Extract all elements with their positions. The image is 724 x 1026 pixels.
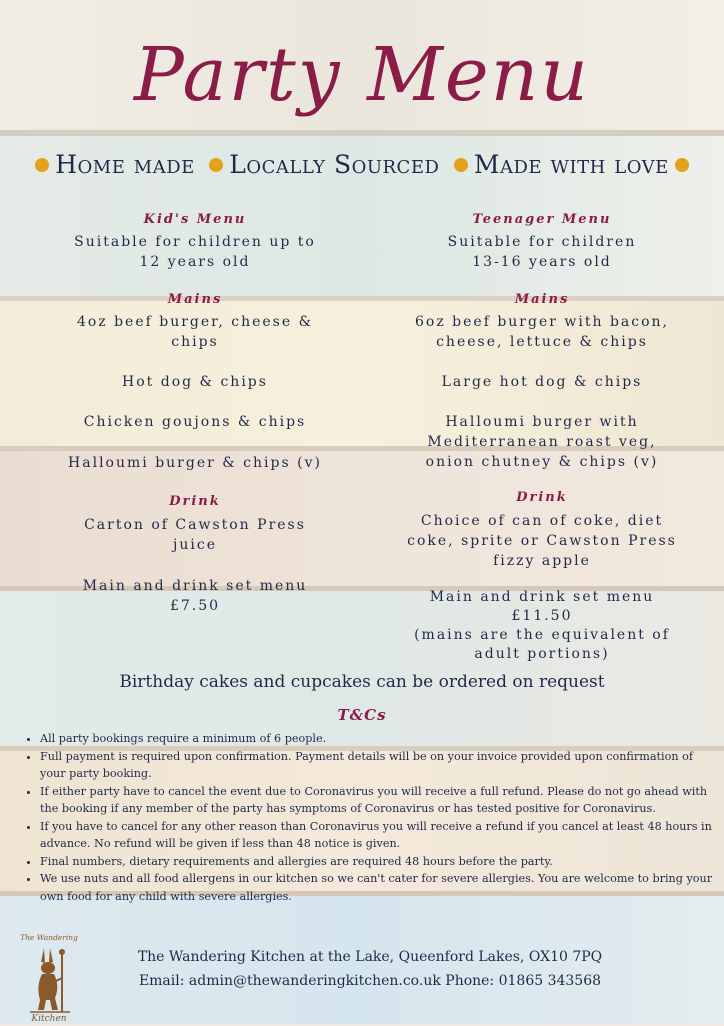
list-item: • We use nuts and all food allergens in our kitchen so we can't cater for severe allergies. You are welcome to bring your own food for any child with severe allergies. [40, 870, 720, 905]
teen-menu-heading: Teenager Menu [472, 212, 612, 227]
list-item: Halloumi burger & chips (v) [68, 455, 322, 471]
list-item: • If either party have to cancel the event due to Coronavirus you will receive a full refund. Please do not go ahead with the booking if any member of the party has symptoms of Coronavirus or has tested positive for Coronavirus. [40, 783, 720, 818]
teen-drink-heading: Drink [516, 490, 568, 505]
list-item: • If you have to cancel for any other reason than Coronavirus you will receive a refund if you cancel at least 48 hours in advance. No refund will be given if less than 48 notice is given. [40, 818, 720, 853]
list-item: Chicken goujons & chips [83, 414, 307, 430]
list-item: • Final numbers, dietary requirements and allergies are required 48 hours before the party. [40, 853, 720, 871]
kids-menu-subtitle: Suitable for children up to 12 years old [74, 234, 316, 270]
kids-set-menu: Main and drink set menu £7.50 [82, 578, 308, 614]
footer-address: The Wandering Kitchen at the Lake, Queenford Lakes, OX10 7PQ [137, 949, 603, 965]
teen-menu-subtitle: Suitable for children 13-16 years old [447, 234, 637, 270]
kids-menu-heading: Kid's Menu [143, 212, 247, 227]
terms-list [22, 730, 720, 905]
tagline-item: Made with love [473, 150, 669, 179]
logo-text-bottom: Kitchen [31, 1014, 67, 1022]
terms-heading: T&Cs [337, 706, 387, 724]
birthday-note: Birthday cakes and cupcakes can be ordered on request [119, 672, 605, 692]
teen-drink: Choice of can of coke, diet coke, sprite or Cawston Press fizzy apple [407, 513, 677, 569]
list-item: • Full payment is required upon confirmation. Payment details will be on your invoice provided upon confirmation of your party booking. [40, 748, 720, 783]
tagline-item: Locally Sourced [229, 150, 440, 179]
list-item: 4oz beef burger, cheese & chips [76, 314, 314, 350]
list-item: Halloumi burger with Mediterranean roast veg, onion chutney & chips (v) [425, 414, 659, 470]
list-item: • All party bookings require a minimum of 6 people. [40, 730, 720, 748]
hare-with-staff-icon [18, 930, 80, 1022]
kids-drink: Carton of Cawston Press juice [84, 517, 306, 553]
list-item: Large hot dog & chips [441, 374, 643, 390]
list-item: Hot dog & chips [122, 374, 268, 390]
tagline-item: Home made [55, 150, 195, 179]
kids-mains-heading: Mains [167, 292, 223, 307]
logo-text-top: The Wandering [20, 933, 78, 942]
wandering-kitchen-logo [18, 930, 80, 1022]
teen-mains-heading: Mains [514, 292, 570, 307]
list-item: 6oz beef burger with bacon, cheese, lettuce & chips [415, 314, 669, 350]
teen-set-menu: Main and drink set menu £11.50 (mains are the equivalent of adult portions) [414, 589, 670, 662]
page-title: Party Menu [134, 32, 590, 118]
footer-contact: Email: admin@thewanderingkitchen.co.uk Phone: 01865 343568 [138, 973, 602, 989]
kids-drink-heading: Drink [169, 494, 221, 509]
